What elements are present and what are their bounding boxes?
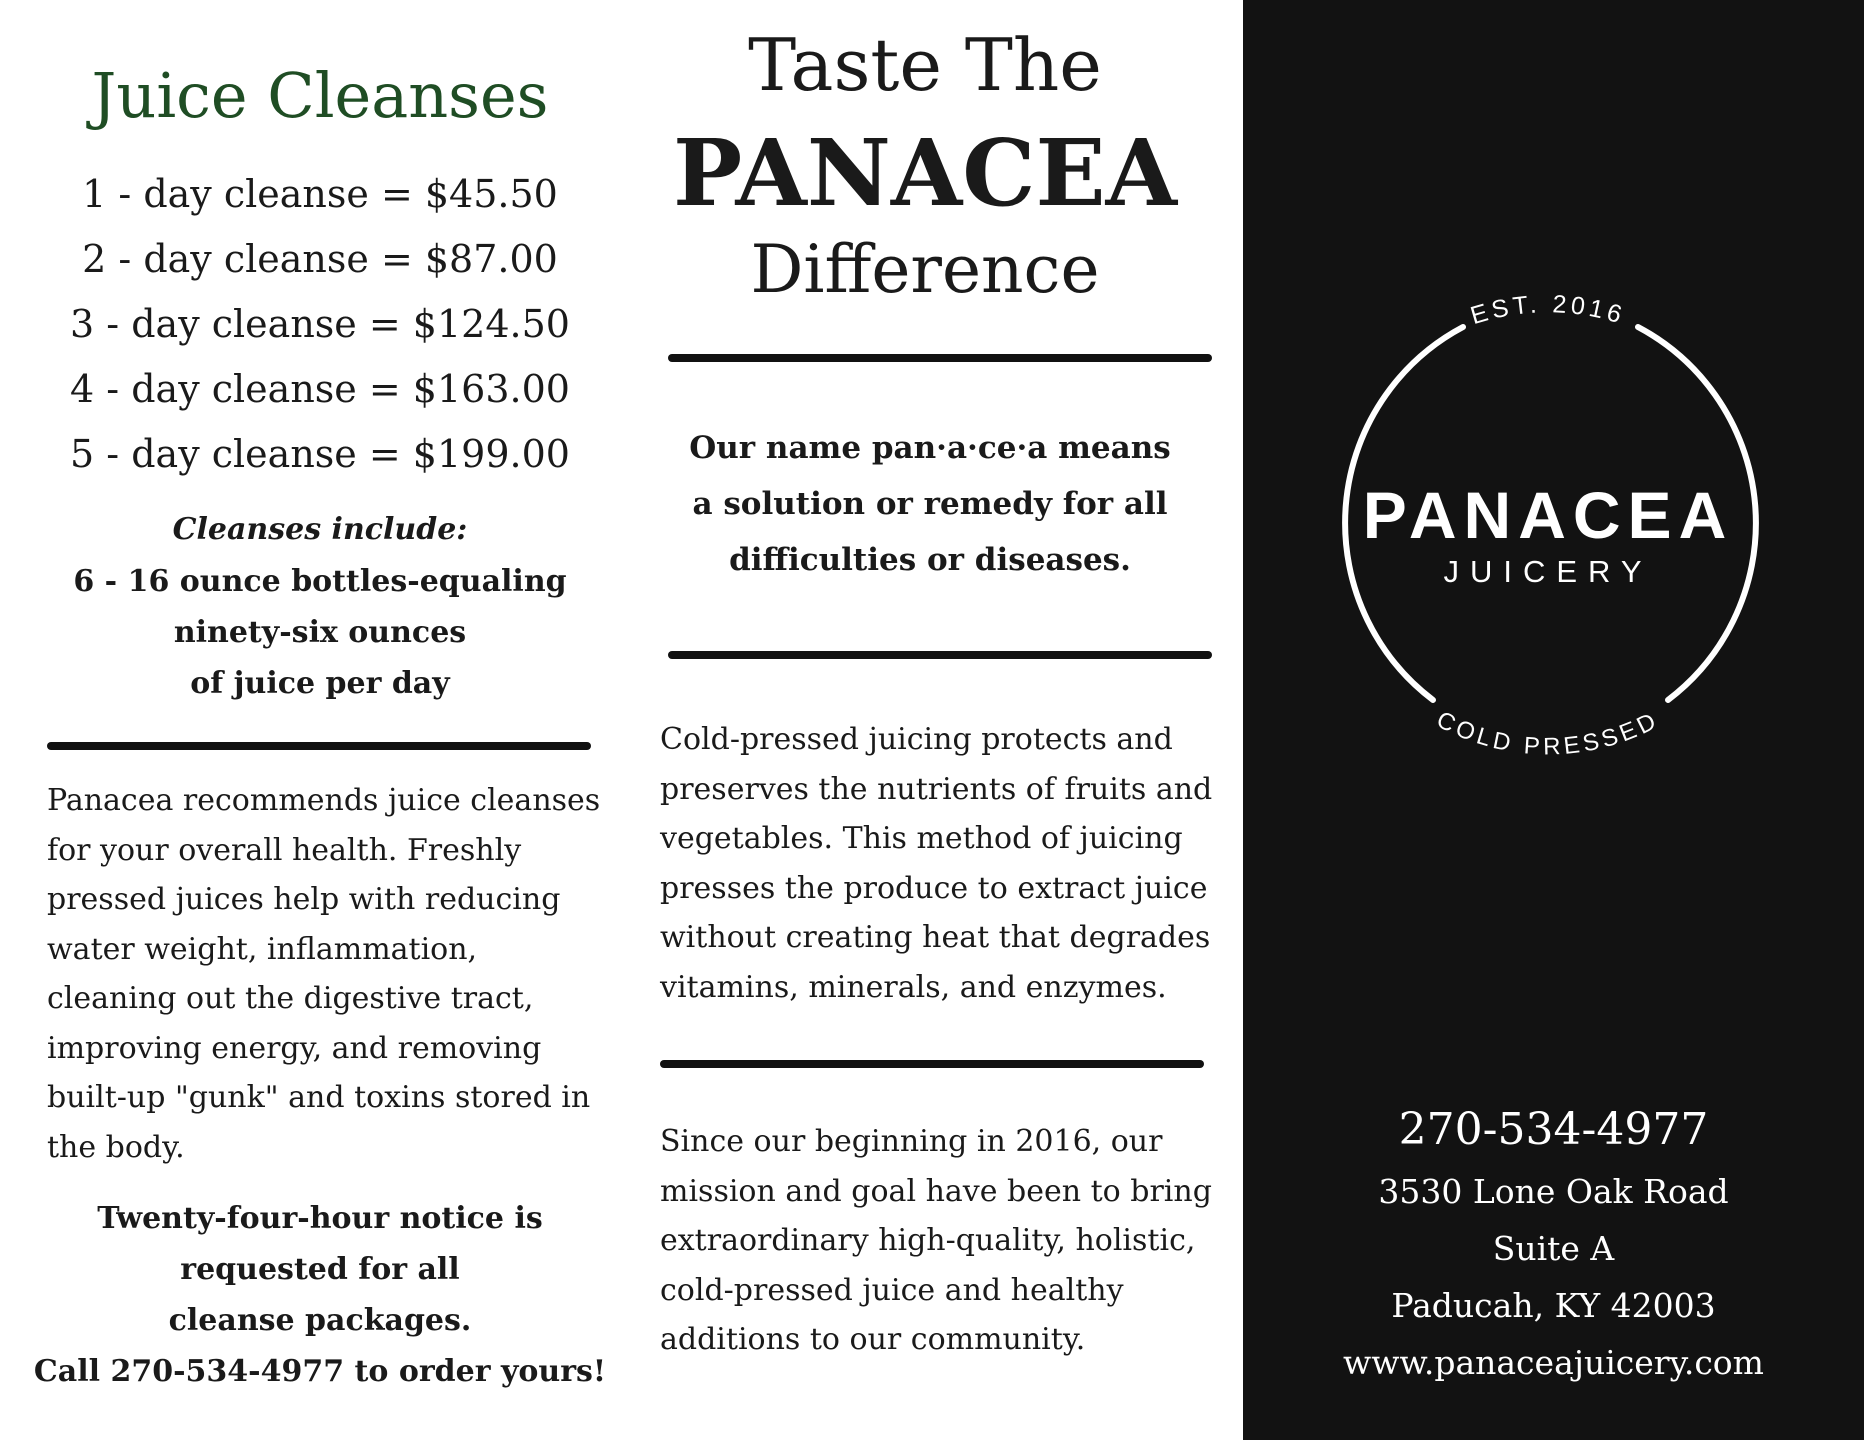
left-divider — [47, 742, 591, 750]
middle-divider-2 — [668, 651, 1212, 659]
juice-cleanses-title: Juice Cleanses — [91, 59, 549, 132]
panacea-juicery-logo — [1313, 280, 1783, 800]
paragraph-line: for your overall health. Freshly — [47, 832, 522, 868]
middle-divider-3 — [660, 1060, 1204, 1068]
paragraph-line: built-up "gunk" and toxins stored in — [47, 1080, 591, 1115]
paragraph-line: cleaning out the digestive tract, — [47, 981, 534, 1016]
meaning-line: difficulties or diseases. — [729, 542, 1131, 578]
contact-phone: 270-534-4977 — [1398, 1104, 1709, 1155]
logo-panacea-text: PANACEA — [1362, 478, 1734, 552]
logo-juicery-text: JUICERY — [1443, 554, 1653, 589]
include-line: ninety-six ounces — [173, 615, 467, 650]
middle-panel — [640, 0, 1243, 1440]
price-item: 5 - day cleanse = $199.00 — [70, 432, 570, 476]
paragraph-line: presses the produce to extract juice — [660, 870, 1208, 906]
cleanses-include-details — [0, 556, 640, 709]
paragraph-line: preserves the nutrients of fruits and — [660, 771, 1213, 807]
paragraph-line: Cold-pressed juicing protects and — [660, 722, 1173, 757]
logo-cold-pressed-text: COLD PRESSED — [1432, 706, 1664, 761]
notice-line: requested for all — [180, 1252, 460, 1287]
recommendation-paragraph — [47, 776, 607, 1172]
price-item: 2 - day cleanse = $87.00 — [82, 237, 558, 281]
paragraph-line: the body. — [47, 1129, 185, 1165]
middle-divider-1 — [668, 354, 1212, 362]
heading-panacea: PANACEA — [672, 119, 1178, 227]
notice-line: Call 270-534-4977 to order yours! — [33, 1354, 607, 1389]
notice-line: Twenty-four-hour notice is — [97, 1201, 543, 1236]
paragraph-line: without creating heat that degrades — [660, 920, 1211, 955]
meaning-line: a solution or remedy for all — [692, 486, 1168, 522]
left-panel — [0, 0, 640, 1440]
contact-address — [1243, 1163, 1864, 1391]
price-item: 4 - day cleanse = $163.00 — [70, 367, 570, 411]
cleanses-include-heading: Cleanses include: — [172, 512, 468, 547]
heading-taste-the: Taste The — [748, 23, 1102, 107]
meaning-line: Our name pan·a·ce·a means — [689, 430, 1171, 466]
paragraph-line: extraordinary high-quality, holistic, — [660, 1223, 1196, 1258]
paragraph-line: Since our beginning in 2016, our — [660, 1124, 1163, 1159]
include-line: 6 - 16 ounce bottles-equaling — [73, 564, 567, 599]
paragraph-line: cold-pressed juice and healthy — [660, 1272, 1124, 1308]
paragraph-line: vitamins, minerals, and enzymes. — [660, 969, 1167, 1005]
logo-est-text: EST. 2016 — [1467, 290, 1629, 331]
paragraph-line: mission and goal have been to bring — [660, 1173, 1212, 1209]
paragraph-line: water weight, inflammation, — [47, 931, 478, 967]
paragraph-line: Panacea recommends juice cleanses — [47, 783, 601, 818]
cleanse-price-list — [0, 162, 640, 487]
address-line: Paducah, KY 42003 — [1391, 1286, 1716, 1325]
notice-line: cleanse packages. — [168, 1303, 472, 1338]
paragraph-line: improving energy, and removing — [47, 1030, 542, 1066]
cold-pressed-paragraph — [660, 715, 1230, 1012]
heading-difference: Difference — [750, 231, 1100, 308]
right-panel — [1243, 0, 1864, 1440]
mission-paragraph — [660, 1117, 1230, 1365]
address-line: Suite A — [1492, 1229, 1615, 1268]
name-meaning — [640, 420, 1220, 588]
paragraph-line: additions to our community. — [660, 1322, 1086, 1357]
paragraph-line: vegetables. This method of juicing — [660, 821, 1183, 856]
website-line: www.panaceajuicery.com — [1343, 1343, 1764, 1382]
price-item: 1 - day cleanse = $45.50 — [82, 172, 558, 216]
price-item: 3 - day cleanse = $124.50 — [70, 302, 570, 346]
address-line: 3530 Lone Oak Road — [1378, 1172, 1729, 1211]
paragraph-line: pressed juices help with reducing — [47, 882, 561, 917]
order-notice — [0, 1193, 640, 1397]
include-line: of juice per day — [190, 666, 450, 701]
